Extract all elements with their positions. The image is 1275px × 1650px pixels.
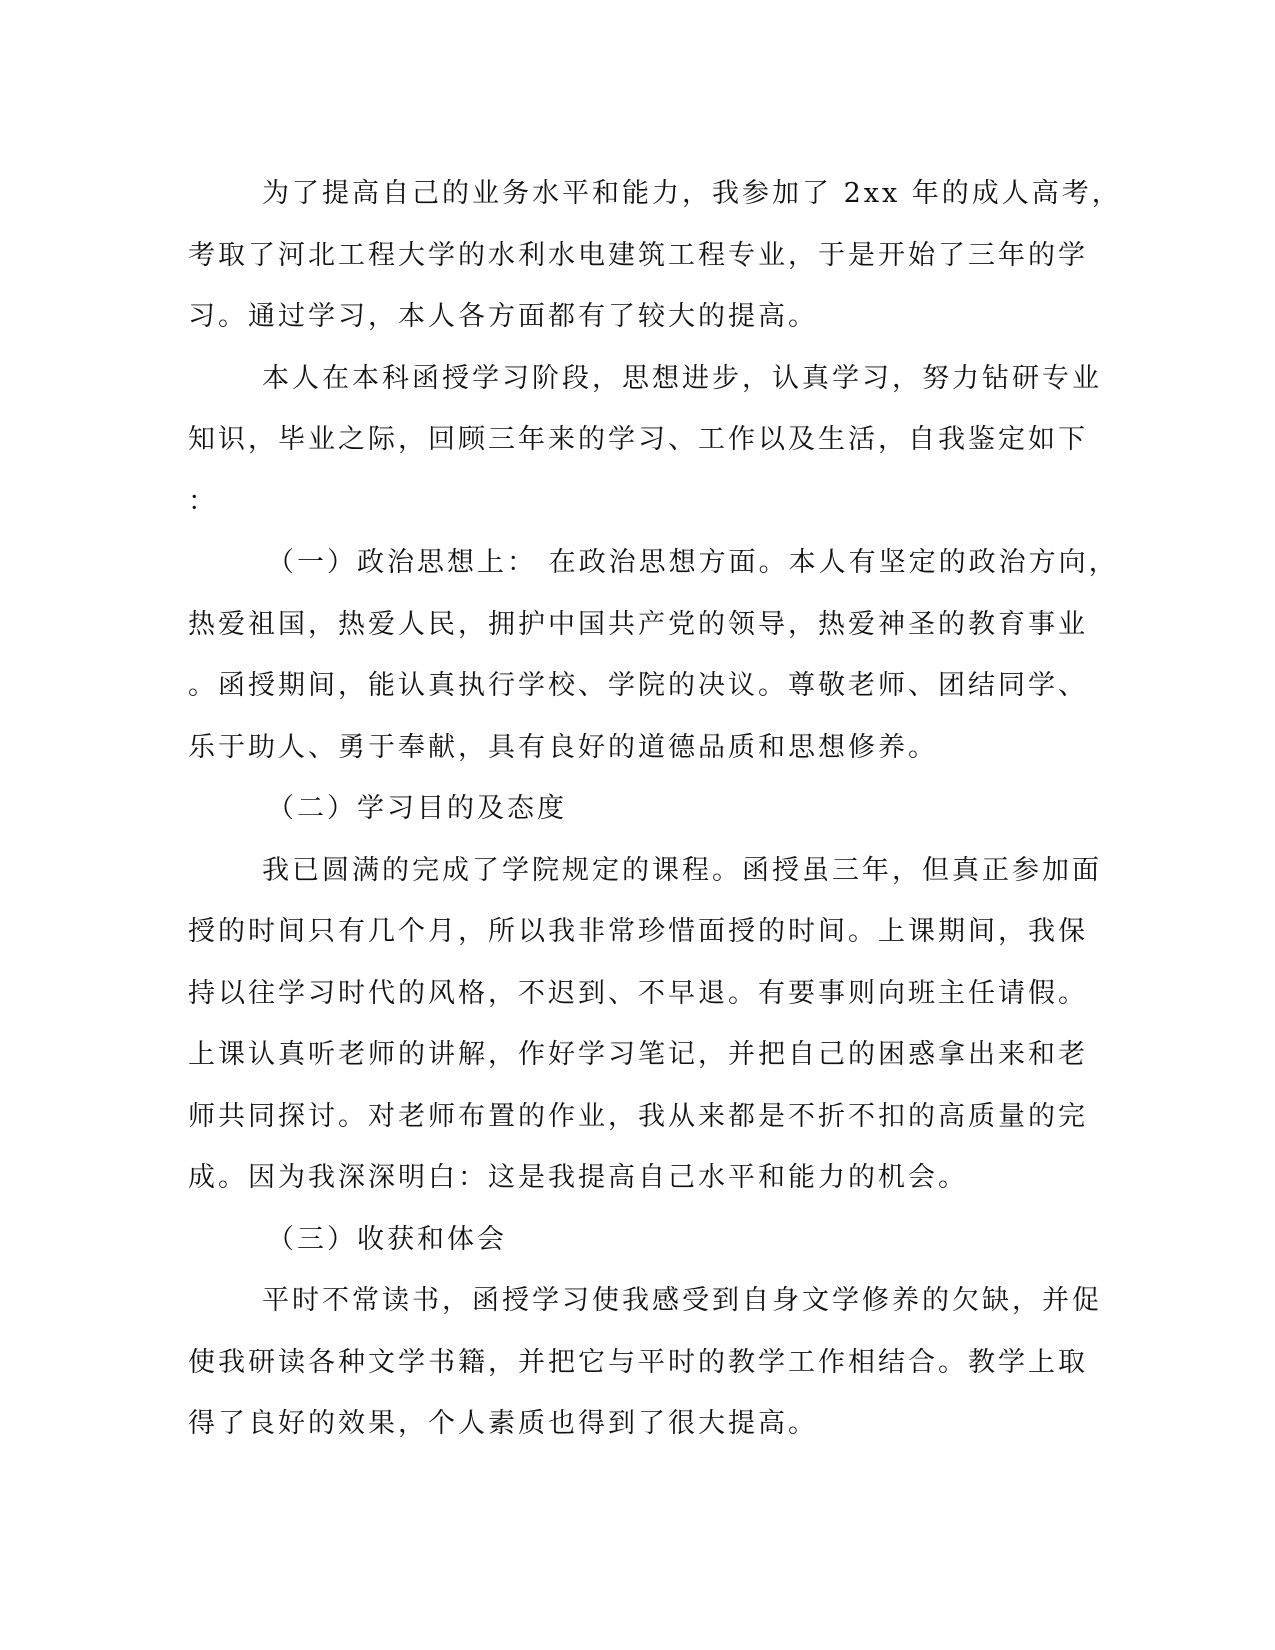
paragraph-line: 知识，毕业之际，回顾三年来的学习、工作以及生活，自我鉴定如下 (188, 424, 1088, 455)
document-body (188, 163, 1122, 1455)
section-heading-2: （二）学习目的及态度 (267, 793, 567, 824)
paragraph-line: 师共同探讨。对老师布置的作业，我从来都是不折不扣的高质量的完 (188, 1100, 1088, 1132)
paragraph-line: 。函授期间，能认真执行学校、学院的决议。尊敬老师、团结同学、 (188, 670, 1088, 701)
paragraph-line: 使我研读各种文学书籍，并把它与平时的教学工作相结合。教学上取 (188, 1346, 1088, 1378)
paragraph-line: 习。通过学习，本人各方面都有了较大的提高。 (188, 301, 818, 332)
section-heading-1: （一）政治思想上： 在政治思想方面。本人有坚定的政治方向， (267, 547, 1119, 578)
paragraph-line: 热爱祖国，热爱人民，拥护中国共产党的领导，热爱神圣的教育事业 (188, 608, 1088, 640)
paragraph-line: 考取了河北工程大学的水利水电建筑工程专业，于是开始了三年的学 (188, 239, 1088, 271)
paragraph-line: 平时不常读书，函授学习使我感受到自身文学修养的欠缺，并促 (262, 1285, 1102, 1316)
paragraph-line: 持以往学习时代的风格，不迟到、不早退。有要事则向班主任请假。 (188, 977, 1088, 1009)
section-heading-3: （三）收获和体会 (267, 1223, 507, 1255)
paragraph-line: 成。因为我深深明白：这是我提高自己水平和能力的机会。 (188, 1162, 968, 1193)
paragraph-line: 我已圆满的完成了学院规定的课程。函授虽三年，但真正参加面 (262, 854, 1102, 886)
paragraph-line: 授的时间只有几个月，所以我非常珍惜面授的时间。上课期间，我保 (188, 916, 1088, 947)
paragraph-line: 得了良好的效果，个人素质也得到了很大提高。 (188, 1408, 818, 1439)
paragraph-line: ： (188, 485, 218, 517)
paragraph-line: 为了提高自己的业务水平和能力，我参加了 2xx 年的成人高考， (262, 178, 1122, 209)
paragraph-line: 上课认真听老师的讲解，作好学习笔记，并把自己的困惑拿出来和老 (188, 1039, 1088, 1070)
paragraph-line: 乐于助人、勇于奉献，具有良好的道德品质和思想修养。 (188, 731, 938, 763)
paragraph-line: 本人在本科函授学习阶段，思想进步，认真学习，努力钻研专业 (262, 362, 1102, 394)
